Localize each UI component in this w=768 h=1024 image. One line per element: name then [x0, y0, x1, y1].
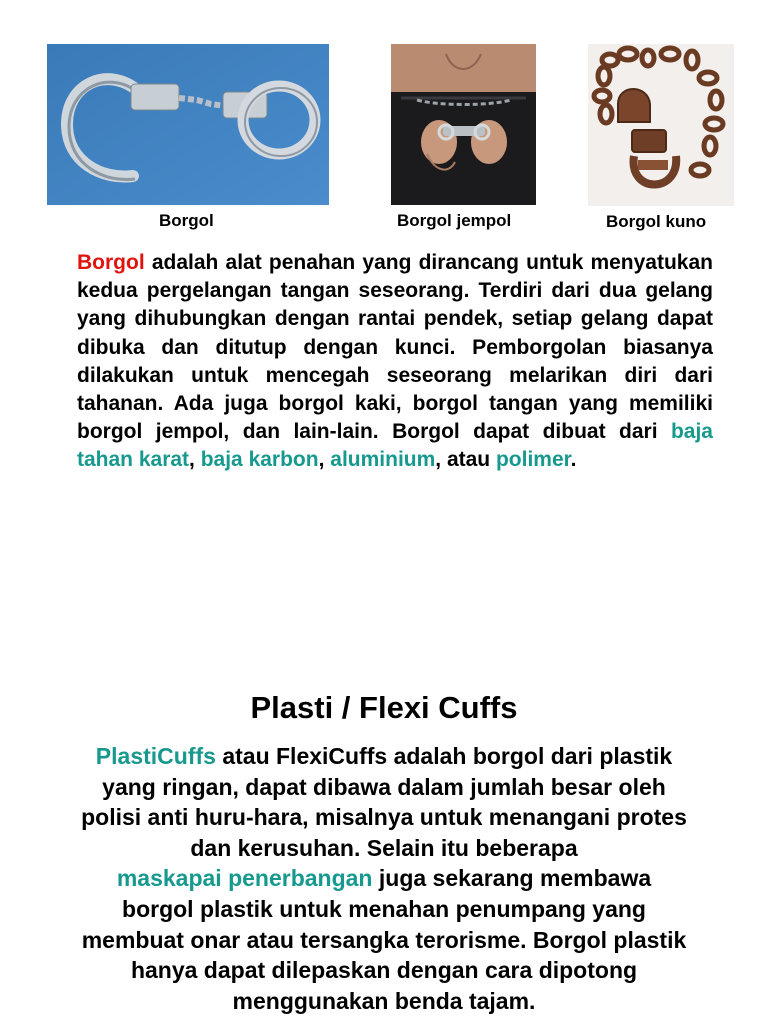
thumb-cuffs-photo-icon	[391, 44, 536, 205]
section-title: Plasti / Flexi Cuffs	[250, 690, 518, 725]
caption-borgol-kuno: Borgol kuno	[606, 212, 707, 231]
link-polimer[interactable]: polimer	[495, 448, 571, 472]
caption-borgol-jempol: Borgol jempol	[397, 211, 512, 230]
term-borgol: Borgol	[77, 251, 145, 274]
text-line	[30, 863, 738, 894]
link-aluminium[interactable]: aluminium	[330, 448, 436, 472]
text-line: borgol plastik untuk menahan penumpang yang	[122, 895, 646, 922]
handcuffs-photo-icon	[47, 44, 329, 205]
text-line	[30, 741, 738, 772]
text-line: hanya dapat dilepaskan dengan cara dipotong	[130, 957, 638, 984]
text-line: membuat onar atau tersangka terorisme. Borgol plastik	[81, 926, 687, 953]
text-line: yang ringan, dapat dibawa dalam jumlah besar oleh	[102, 773, 666, 800]
text-fragment: juga sekarang membawa	[372, 865, 652, 892]
photo-thumb-cuffs	[391, 44, 536, 205]
text-line: menggunakan benda tajam.	[232, 987, 536, 1014]
link-plasticuffs[interactable]: PlastiCuffs	[95, 743, 216, 769]
separator: , atau	[435, 448, 496, 472]
ancient-shackles-photo-icon	[588, 44, 734, 206]
link-maskapai-penerbangan[interactable]: maskapai penerbangan	[116, 865, 373, 892]
photo-handcuffs	[47, 44, 329, 205]
plasticuffs-paragraph	[30, 741, 738, 1016]
separator: ,	[318, 448, 331, 472]
caption-borgol: Borgol	[159, 211, 214, 230]
period: .	[570, 448, 577, 472]
separator: ,	[189, 448, 201, 472]
text-fragment: atau FlexiCuffs adalah borgol dari plastik	[215, 743, 673, 769]
text-line: polisi anti huru-hara, misalnya untuk menangani protes	[81, 804, 687, 831]
text-line: dan kerusuhan. Selain itu beberapa	[190, 834, 578, 861]
link-baja-tahan-karat[interactable]: baja tahan karat	[77, 420, 713, 472]
intro-paragraph	[77, 249, 713, 475]
link-baja-karbon[interactable]: baja karbon	[200, 448, 319, 472]
photo-ancient-shackles	[588, 44, 734, 206]
intro-body: adalah alat penahan yang dirancang untuk menyatukan kedua pergelangan tangan seseorang. Terdiri dari dua gelang yang dihubungkan dengan rantai pendek, setiap gelang dapat dibuka dan ditutup dengan kunci. Pemborgolan biasanya dilakukan untuk mencegah seseorang melarikan diri dari tahanan. Ada juga borgol kaki, borgol tangan yang memiliki borgol jempol, dan lain-lain. Borgol dapat dibuat dari	[77, 251, 713, 444]
